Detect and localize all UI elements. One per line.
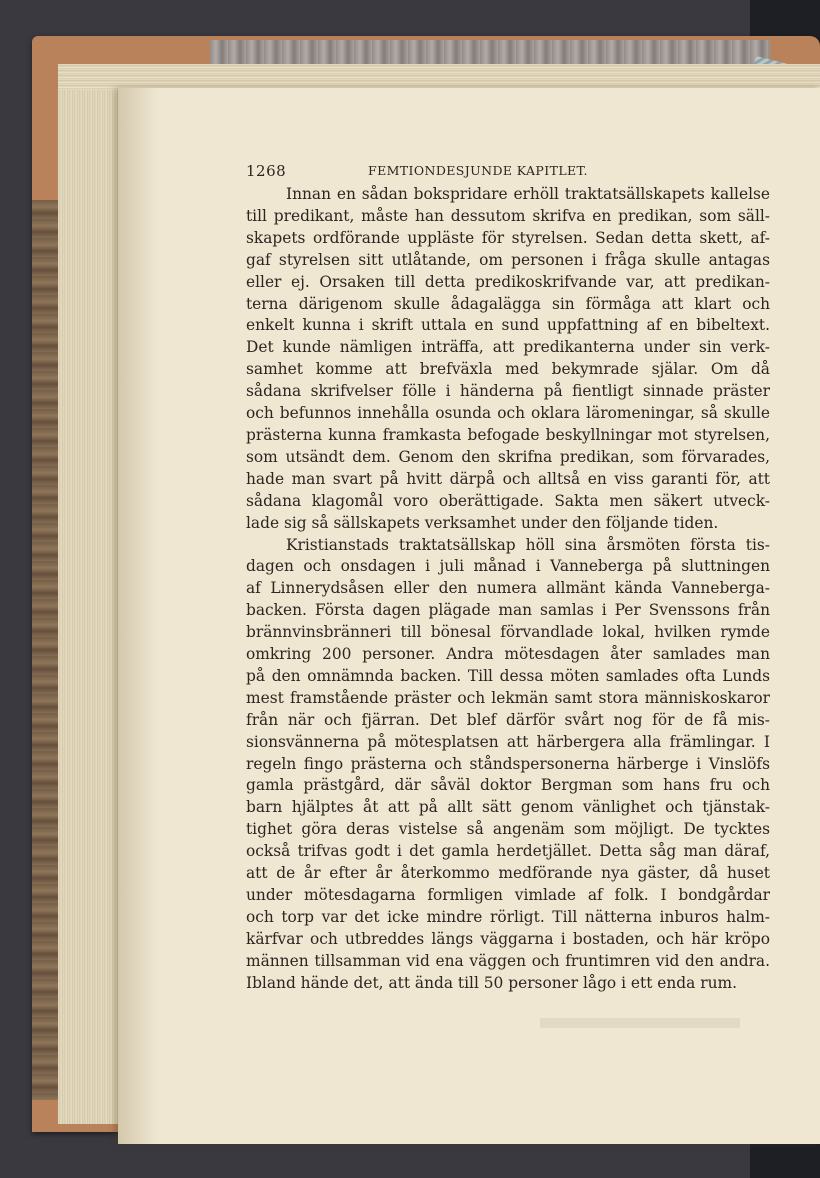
text-line: terna därigenom skulle ådagalägga sin förmåga att klart och bbox=[246, 294, 770, 313]
book-cover-marbled-edge bbox=[32, 200, 60, 1100]
page-text-block bbox=[246, 162, 770, 995]
text-line: på den omnämnda backen. Till dessa möten samlades ofta Lunds bbox=[246, 666, 770, 685]
text-line: Det kunde nämligen inträffa, att predikanterna under sin verk- bbox=[246, 338, 770, 357]
text-line: dagen och onsdagen i juli månad i Vanneberga på sluttningen bbox=[246, 557, 770, 576]
text-line: också trifvas godt i det gamla herdetjället. Detta såg man däraf, bbox=[246, 842, 770, 861]
text-line: af Linnerydsåsen eller den numera allmänt kända Vanneberga- bbox=[246, 579, 770, 598]
text-line: sådana skrifvelser fölle i händerna på fientligt sinnade präster bbox=[246, 382, 770, 401]
text-line: Kristianstads traktatsällskap höll sina årsmöten första tis- bbox=[286, 535, 770, 554]
paragraph-1 bbox=[246, 184, 770, 535]
text-line: sådana klagomål voro oberättigade. Sakta men säkert utveck- bbox=[246, 491, 770, 510]
text-line: Innan en sådan bokspridare erhöll traktatsällskapets kallelse bbox=[286, 185, 770, 203]
text-line: mest framstående präster och lekmän samt stora människoskaror bbox=[246, 688, 770, 707]
text-line: männen tillsamman vid ena väggen och fruntimren vid den andra. bbox=[246, 951, 770, 970]
text-line: från när och fjärran. Det blef därför svårt nog för de få mis- bbox=[246, 710, 770, 729]
running-head bbox=[246, 162, 770, 184]
text-line: brännvinsbränneri till bönesal förvandlade lokal, hvilken rymde bbox=[246, 623, 770, 642]
text-line: enkelt kunna i skrift uttala en sund uppfattning af en bibeltext. bbox=[246, 316, 770, 335]
text-line: till predikant, måste han dessutom skrifva en predikan, som säll- bbox=[246, 206, 770, 225]
book-cover-top-band bbox=[210, 40, 770, 64]
page-gutter-shadow bbox=[118, 88, 158, 1144]
text-line: tighet göra deras vistelse så angenäm som möjligt. De tycktes bbox=[246, 820, 770, 839]
text-line: gamla prästgård, där såväl doktor Bergman som hans fru och bbox=[246, 776, 770, 795]
text-line: och befunnos innehålla osunda och oklara läromeningar, så skulle bbox=[246, 404, 770, 423]
text-line: Ibland hände det, att ända till 50 personer lågo i ett enda rum. bbox=[246, 973, 737, 992]
page-edges-top bbox=[58, 64, 820, 90]
text-line: hade man svart på hvitt därpå och alltså en viss garanti för, att bbox=[246, 469, 770, 488]
text-line: eller ej. Orsaken till detta predikoskrifvande var, att predikan- bbox=[246, 272, 770, 291]
text-line: skapets ordförande uppläste för styrelsen. Sedan detta skett, af- bbox=[246, 228, 770, 247]
text-line: som utsändt dem. Genom den skrifna predikan, som förvarades, bbox=[246, 447, 770, 466]
text-line: regeln fingo prästerna och ståndspersonerna härberge i Vinslöfs bbox=[246, 754, 770, 773]
text-line: barn hjälptes åt att på allt sätt genom vänlighet och tjänstak- bbox=[246, 798, 770, 817]
faint-bleedthrough bbox=[540, 1018, 740, 1028]
text-line: att de år efter år återkommo medförande nya gäster, då huset bbox=[246, 864, 770, 883]
text-line: backen. Första dagen plägade man samlas i Per Svenssons från bbox=[246, 601, 770, 620]
text-line: gaf styrelsen sitt utlåtande, om personen i fråga skulle antagas bbox=[246, 250, 770, 269]
text-line: och torp var det icke mindre rörligt. Till nätterna inburos halm- bbox=[246, 907, 770, 926]
page-number: 1268 bbox=[246, 162, 287, 180]
text-line: samhet komme att brefväxla med bekymrade själar. Om då bbox=[246, 360, 770, 379]
text-line: lade sig så sällskapets verksamhet under den följande tiden. bbox=[246, 513, 719, 532]
text-line: sionsvännerna på mötesplatsen att härbergera alla främlingar. I bbox=[246, 732, 770, 751]
text-line: omkring 200 personer. Andra mötesdagen åter samlades man bbox=[246, 645, 770, 664]
text-line: prästerna kunna framkasta befogade beskyllningar mot styrelsen, bbox=[246, 425, 770, 444]
chapter-title: FEMTIONDESJUNDE KAPITLET. bbox=[368, 163, 588, 178]
text-line: kärfvar och utbreddes längs väggarna i bostaden, och här kröpo bbox=[246, 929, 770, 948]
paragraph-2 bbox=[246, 535, 770, 995]
text-line: under mötesdagarna formligen vimlade af folk. I bondgårdar bbox=[246, 886, 770, 904]
